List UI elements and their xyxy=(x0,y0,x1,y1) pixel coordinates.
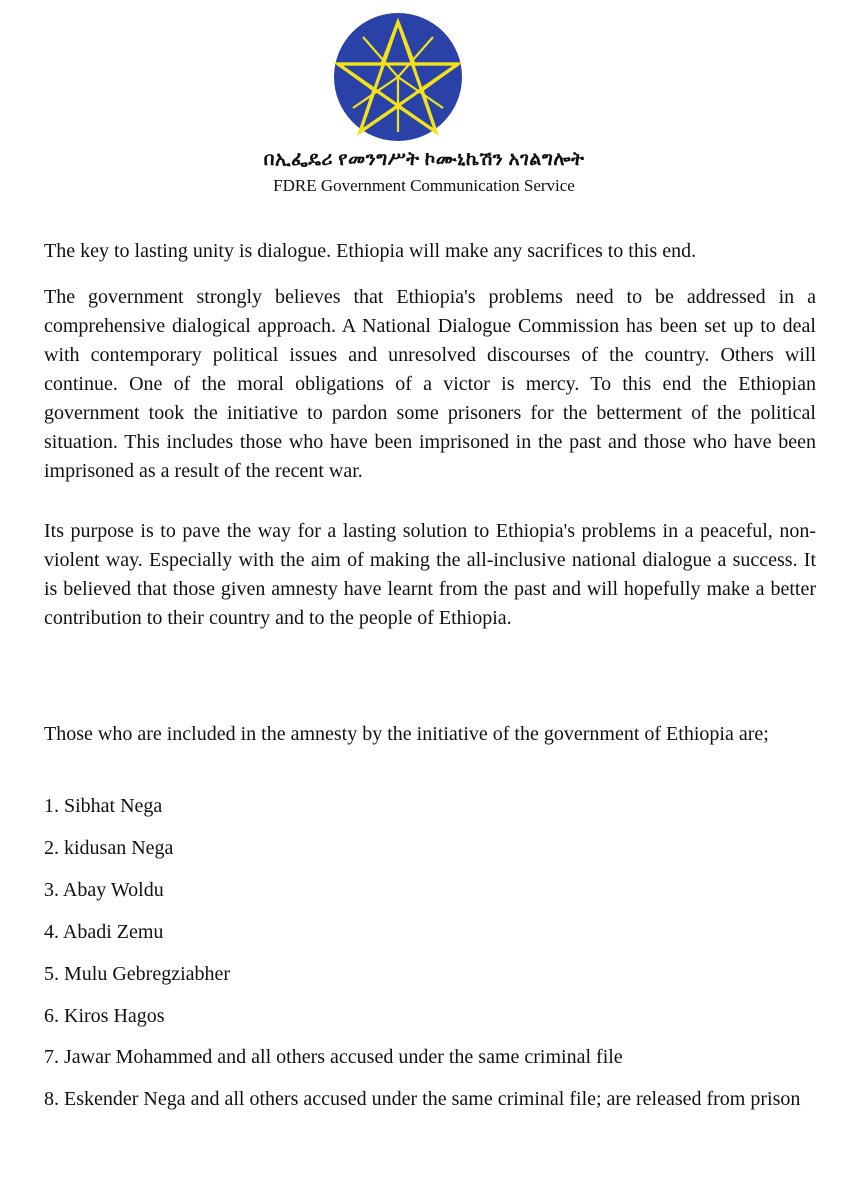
paragraph-text: Those who are included in the amnesty by the initiative of the government of Ethiopia are; xyxy=(44,723,769,745)
paragraph-list-intro xyxy=(44,720,816,749)
paragraph-text: The government strongly believes that Ethiopia's problems need to be addressed in a comprehensive dialogical approach. A National Dialogue Commission has been set up to deal with contemporary political issues and unresolved discourses of the country. Others will continue. One of the moral obligations of a victor is mercy. To this end the Ethiopian government took the initiative to pardon some prisoners for the betterment of the political situation. This includes those who have been imprisoned in the past and those who have been imprisoned as a result of the recent war. xyxy=(44,286,816,482)
list-item: 1. Sibhat Nega xyxy=(44,795,163,817)
list-item: 7. Jawar Mohammed and all others accused under the same criminal file xyxy=(44,1046,623,1068)
list-item: 6. Kiros Hagos xyxy=(44,1005,165,1027)
list-item: 5. Mulu Gebregziabher xyxy=(44,963,231,985)
paragraph-text: The key to lasting unity is dialogue. Ethiopia will make any sacrifices to this end. xyxy=(44,240,697,262)
list-item: 4. Abadi Zemu xyxy=(44,921,164,943)
paragraph-government-belief xyxy=(44,283,816,486)
ethiopian-emblem-icon xyxy=(333,12,463,142)
list-item: 8. Eskender Nega and all others accused under the same criminal file; are released from prison xyxy=(44,1088,801,1110)
paragraph-intro xyxy=(44,237,816,266)
list-item: 2. kidusan Nega xyxy=(44,837,174,859)
paragraph-purpose xyxy=(44,517,816,633)
agency-name-amharic: በኢፌዴሪ የመንግሥት ኮሙኒኬሽን አገልግሎት xyxy=(263,149,585,170)
agency-name-english: FDRE Government Communication Service xyxy=(273,176,575,195)
list-item: 3. Abay Woldu xyxy=(44,879,164,901)
paragraph-text: Its purpose is to pave the way for a lasting solution to Ethiopia's problems in a peaceful, non-violent way. Especially with the aim of making the all-inclusive national dialogue a success. It is believed that those given amnesty have learnt from the past and will hopefully make a better contribution to their country and to the people of Ethiopia. xyxy=(44,520,816,629)
